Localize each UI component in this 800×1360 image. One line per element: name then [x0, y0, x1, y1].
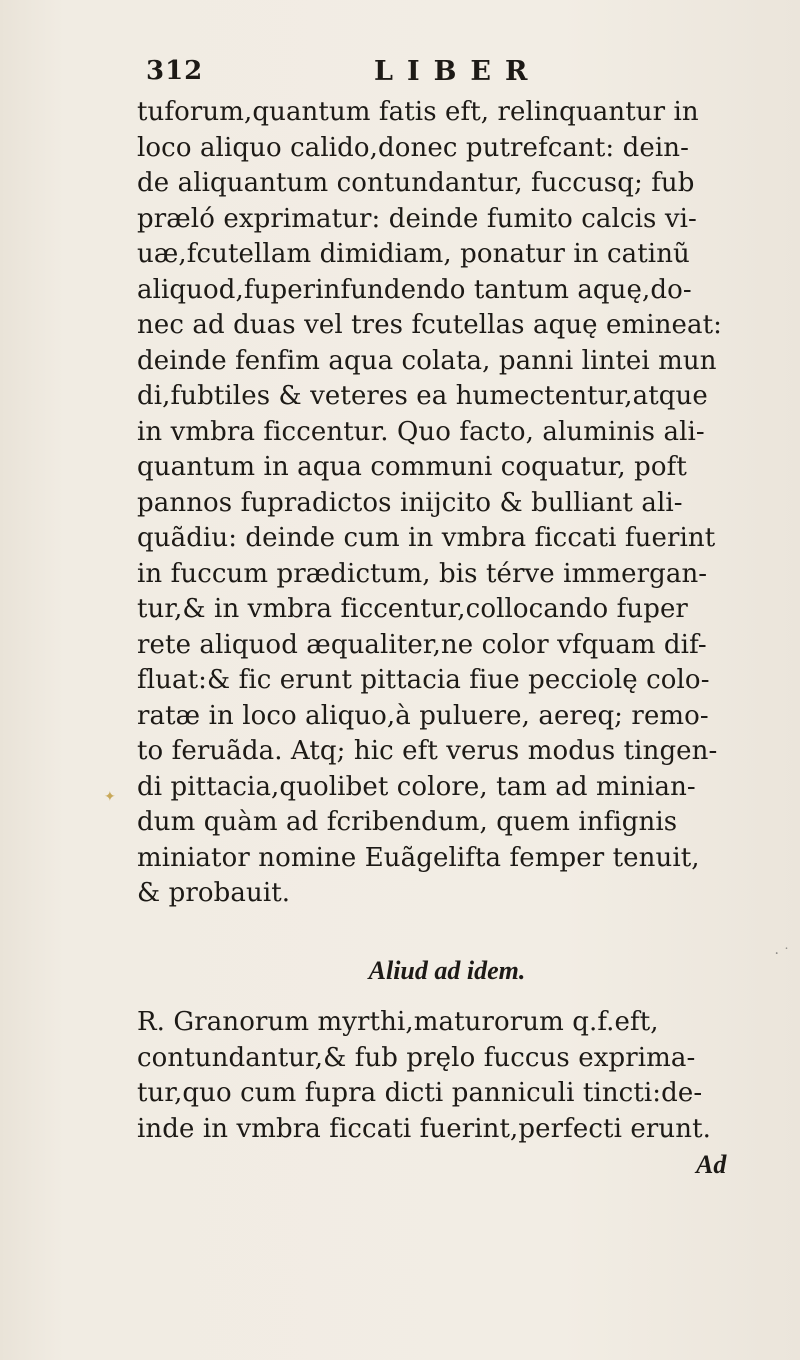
- text-line: nec ad duas vel tres fcutellas aquę emineat:: [137, 310, 723, 340]
- recipe-block: [137, 1005, 757, 1147]
- text-line: & probauit.: [137, 878, 291, 908]
- body-text: [137, 95, 757, 1179]
- recipe-line: contundantur,& fub pręlo fuccus exprima-: [137, 1042, 696, 1073]
- recipe-line: tur,quo cum fupra dicti panniculi tincti:de-: [137, 1078, 703, 1108]
- text-line: quãdiu: deinde cum in vmbra ficcati fuerint: [137, 523, 716, 553]
- text-line: præló exprimatur: deinde fumito calcis vi-: [137, 203, 697, 234]
- text-line: pannos fupradictos inijcito & bulliant ali-: [137, 487, 683, 518]
- recipe-line: inde in vmbra ficcati fuerint,perfecti erunt.: [137, 1113, 711, 1144]
- text-line: ratæ in loco aliquo,à puluere, aereq; remo-: [137, 700, 709, 731]
- text-line: to feruãda. Atq; hic eft verus modus tingen-: [137, 736, 718, 766]
- text-line: di,fubtiles & veteres ea humectentur,atque: [137, 381, 708, 411]
- text-line: di pittacia,quolibet colore, tam ad minian-: [137, 771, 696, 802]
- text-line: rete aliquod æqualiter,ne color vfquam dif-: [137, 629, 707, 660]
- page-number: 312: [146, 56, 204, 86]
- section-heading: Aliud ad idem.: [368, 956, 526, 985]
- text-line: in fuccum prædictum, bis térve immergan-: [137, 558, 708, 589]
- catchword: Ad: [696, 1150, 727, 1179]
- text-line: de aliquantum contundantur, fuccusq; fub: [137, 168, 695, 198]
- running-head: LIBER: [374, 56, 542, 87]
- paper-speck-icon: ·˙: [774, 946, 794, 962]
- recipe-line: R. Granorum myrthi,maturorum q.f.eft,: [137, 1007, 659, 1037]
- text-line: loco aliquo calido,donec putrefcant: dein-: [137, 132, 690, 163]
- printer-mark-icon: ✦: [104, 789, 116, 805]
- text-line: tur,& in vmbra ficcentur,collocando fuper: [137, 594, 688, 624]
- text-line: fluat:& fic erunt pittacia fiue pecciolę colo-: [137, 665, 710, 695]
- text-line: miniator nomine Euãgelifta femper tenuit,: [137, 842, 700, 873]
- text-line: in vmbra ficcentur. Quo facto, aluminis ali-: [137, 416, 705, 447]
- text-line: uæ,fcutellam dimidiam, ponatur in catinũ: [137, 239, 690, 269]
- text-line: quantum in aqua communi coquatur, poft: [137, 452, 687, 482]
- text-line: dum quàm ad fcribendum, quem infignis: [137, 807, 678, 837]
- text-line: aliquod,fuperinfundendo tantum aquę,do-: [137, 274, 692, 305]
- text-line: tuforum,quantum fatis eft, relinquantur in: [137, 97, 699, 127]
- text-line: deinde fenfim aqua colata, panni lintei mun: [137, 345, 717, 376]
- page-header: [138, 56, 698, 96]
